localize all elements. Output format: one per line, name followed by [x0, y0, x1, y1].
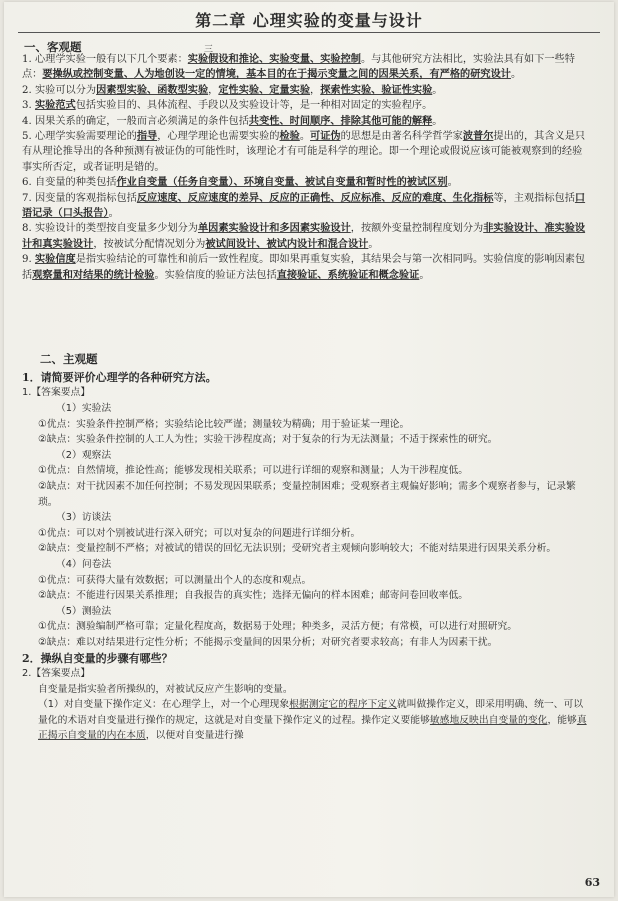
- objective-block: [22, 52, 592, 283]
- answer-2-step-1: （1）对自变量下操作定义：在心理学上，对一个心理现象根据测定它的程序下定义就叫做操作定义，即采用明确、统一、可以量化的术语对自变量进行操作的规定，这就是对自变量下操作定义的过程。操作定义要能够敏感地反映出自变量的变化，能够真正揭示自变量的内在本质，以便对自变量进行操: [38, 699, 587, 742]
- method-3-name: （3）访谈法: [56, 512, 112, 524]
- objective-item-9: 9. 实验信度是指实验结论的可靠性和前后一致性程度。即如果再重复实验，其结果会与第一次相同吗。实验信度的影响因素包括观察量和对结果的统计检验。实验信度的验证方法包括直接验证、系统验证和概念验证。: [22, 253, 586, 281]
- page-number: 63: [584, 876, 600, 889]
- book-page: [4, 2, 614, 897]
- question-1: 1．请简要评价心理学的各种研究方法。: [22, 371, 217, 384]
- objective-item-7: 7. 因变量的客观指标包括反应速度、反应速度的差异、反应的正确性、反应标准、反应的难度、生化指标等，主观指标包括口语记录（口头报告）。: [22, 191, 586, 220]
- method-2-name: （2）观察法: [56, 449, 112, 461]
- answer-tag-2: 2.【答案要点】: [22, 667, 91, 679]
- method-3-con: ②缺点：变量控制不严格；对被试的错误的回忆无法识别；受研究者主观倾向影响较大；不能对结果进行因果关系分析。: [38, 543, 557, 555]
- answer-2-intro: 自变量是指实验者所操纵的，对被试反应产生影响的变量。: [38, 683, 293, 695]
- subjective-block: [22, 370, 592, 744]
- objective-item-2: 2. 实验可以分为因素型实验、函数型实验，定性实验、定量实验，探索性实验、验证性实验。: [22, 83, 443, 96]
- section-subjective-title: 二、主观题: [40, 352, 98, 366]
- method-4-name: （4）问卷法: [56, 558, 112, 570]
- answer-1: [22, 385, 592, 650]
- method-4-pro: ①优点：可获得大量有效数据；可以测量出个人的态度和观点。: [38, 574, 312, 586]
- method-1-con: ②缺点：实验条件控制的人工人为性；实验干涉程度高；对于复杂的行为无法测量；不适于探索性的研究。: [38, 434, 498, 446]
- answer-2: [22, 666, 592, 744]
- title-divider: [18, 32, 600, 33]
- section-objective-title: 一、客观题: [24, 40, 82, 54]
- method-2-pro: ①优点：自然情境，推论性高；能够发现相关联系；可以进行详细的观察和测量；人为干涉程度低。: [38, 465, 469, 477]
- method-3-pro: ①优点：可以对个别被试进行深入研究；可以对复杂的问题进行详细分析。: [38, 527, 361, 539]
- answer-tag-1: 1.【答案要点】: [22, 387, 91, 399]
- method-2-con: ②缺点：对干扰因素不加任何控制；不易发现因果联系；变量控制困难；受观察者主观偏好影响；需多个观察者参与，记录繁琐。: [38, 480, 576, 508]
- method-5-name: （5）测验法: [56, 605, 112, 617]
- method-1-pro: ①优点：实验条件控制严格；实验结论比较严谨；测量较为精确；用于验证某一理论。: [38, 418, 410, 430]
- margin-mark: 三: [204, 45, 214, 55]
- objective-item-6: 6. 自变量的种类包括作业自变量（任务自变量）、环境自变量、被试自变量和暂时性的被试区别。: [22, 176, 458, 189]
- objective-item-4: 4. 因果关系的确定，一般而言必须满足的条件包括共变性、时间顺序、排除其他可能的解释。: [22, 114, 443, 127]
- objective-item-8: 8. 实验设计的类型按自变量多少划分为单因素实验设计和多因素实验设计，按额外变量控制程度划分为非实验设计、准实验设计和真实验设计，按被试分配情况划分为被试间设计、被试内设计和混合设计。: [22, 222, 586, 250]
- method-5-pro: ①优点：测验编制严格可靠；定量化程度高，数据易于处理；种类多，灵活方便；有常模，可以进行对照研究。: [38, 621, 518, 633]
- chapter-title: 第二章 心理实验的变量与设计: [195, 11, 423, 30]
- question-2: 2．操纵自变量的步骤有哪些？: [22, 651, 173, 665]
- objective-item-5: 5. 心理学实验需要理论的指导，心理学理论也需要实验的检验。可证伪的思想是由著名科学哲学家波普尔提出的，其含义是只有从理论推导出的各种预测有被证伪的可能性时，该理论才有可能是科学的理论。即一个理论或假说应该可能被观察到的经验事实所否定，或者证明是错的。: [22, 130, 586, 173]
- objective-item-1: 1. 心理学实验一般有以下几个要素：实验假设和推论、实验变量、实验控制。与其他研究方法相比，实验法具有如下一些特点：要操纵或控制变量、人为地创设一定的情境，基本目的在于揭示变量之间的因果关系，有严格的研究设计。: [22, 53, 575, 81]
- objective-item-3: 3. 实验范式包括实验目的、具体流程、手段以及实验设计等，是一种相对固定的实验程序。: [22, 99, 433, 112]
- method-5-con: ②缺点：难以对结果进行定性分析；不能揭示变量间的因果分析；对研究者要求较高；有非人为因素干扰。: [38, 636, 498, 648]
- method-4-con: ②缺点：不能进行因果关系推理；自我报告的真实性；选择无偏向的样本困难；邮寄问卷回收率低。: [38, 590, 469, 602]
- method-1-name: （1）实验法: [56, 403, 112, 414]
